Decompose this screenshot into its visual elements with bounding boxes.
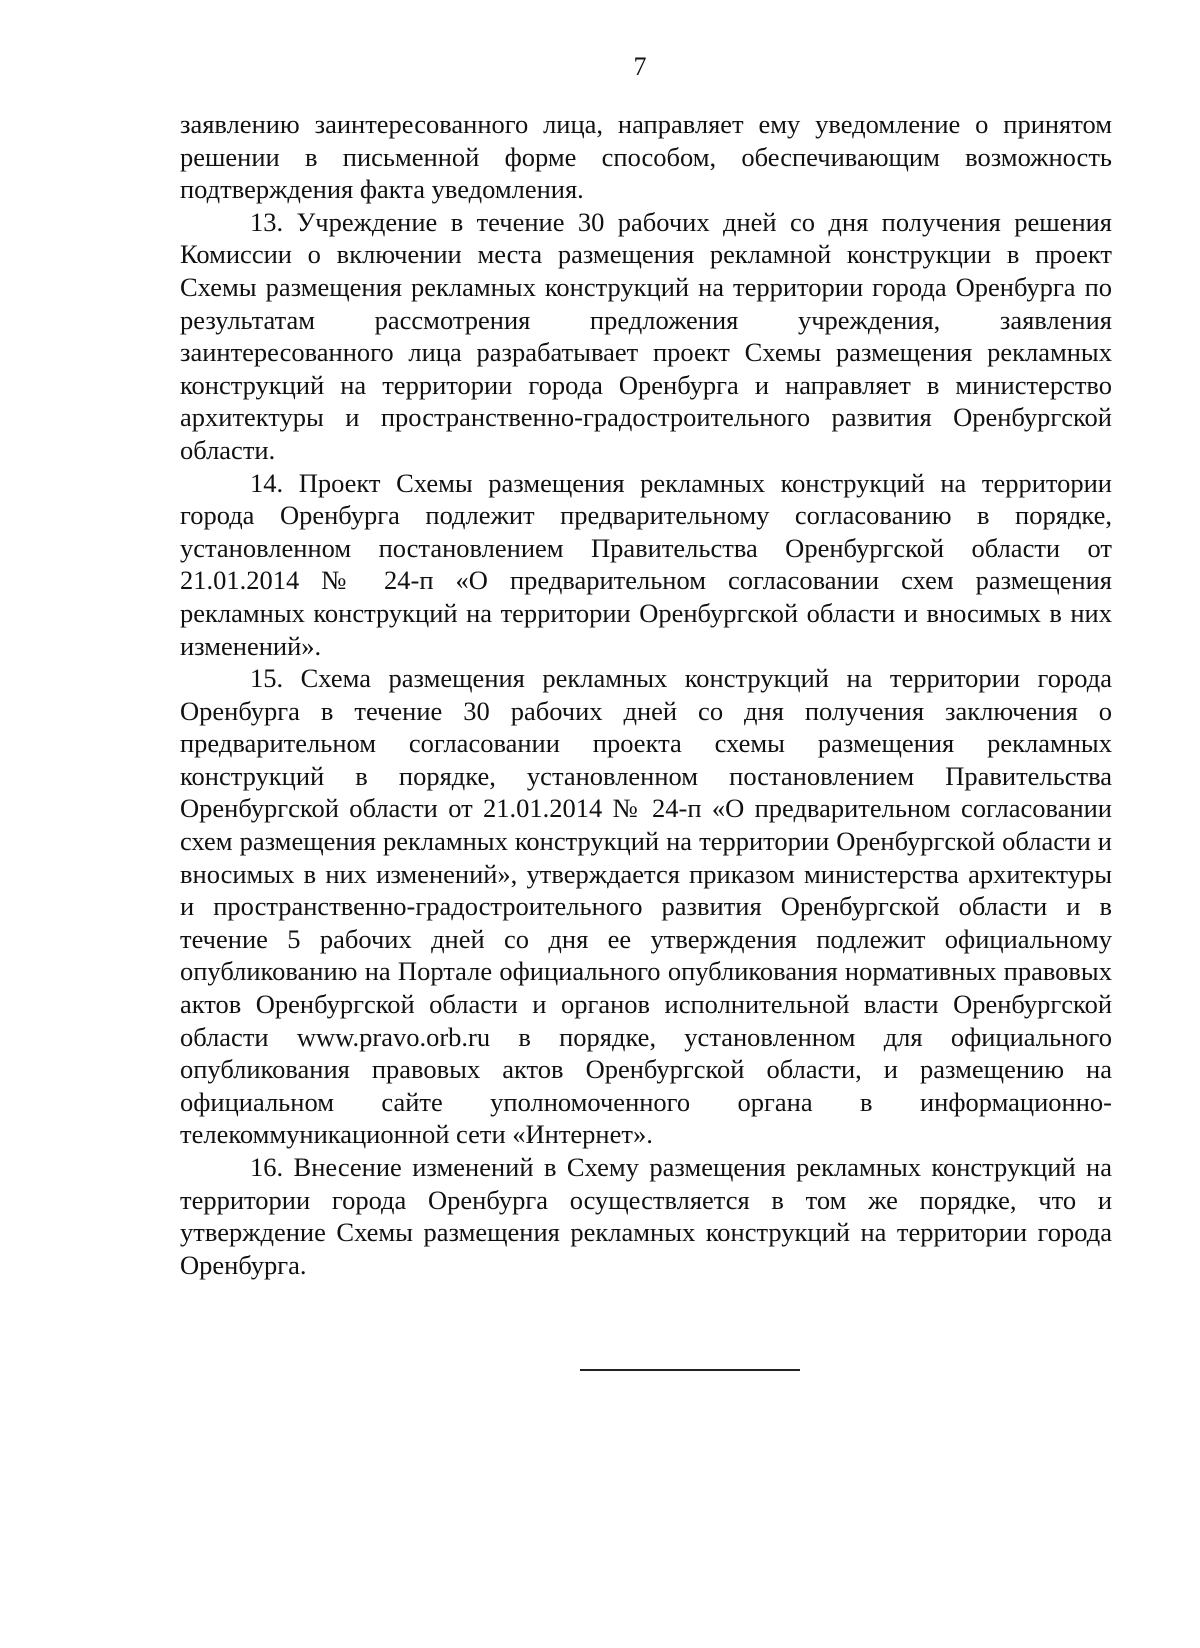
paragraph-item-14: 14. Проект Схемы размещения рекламных конструкций на территории города Оренбурга подлежит предварительному согласованию в порядке, установленном постановлением Правительства Оренбургской области от 21.01.2014 № 24-п «О предварительном согласовании схем размещения рекламных конструкций на территории Оренбургской области и вносимых в них изменений». — [180, 467, 1112, 661]
paragraph-item-16: 16. Внесение изменений в Схему размещения рекламных конструкций на территории города Оренбурга осуществляется в том же порядке, что и утверждение Схемы размещения рекламных конструкций на территории города Оренбурга. — [180, 1152, 1112, 1280]
page-number: 7 — [633, 52, 647, 81]
paragraph-item-13: 13. Учреждение в течение 30 рабочих дней со дня получения решения Комиссии о включении места размещения рекламной конструкции в проект Схемы размещения рекламных конструкций на территории города Оренбурга по результатам рассмотрения предложения учреждения, заявления заинтересованного лица разрабатывает проект Схемы размещения рекламных конструкций на территории города Оренбурга и направляет в министерство архитектуры и пространственно-градостроительного развития Оренбургской области. — [180, 206, 1112, 465]
paragraph-item-15: 15. Схема размещения рекламных конструкций на территории города Оренбурга в течение 30 рабочих дней со дня получения заключения о предварительном согласовании проекта схемы размещения рекламных конструкций в порядке, установленном постановлением Правительства Оренбургской области от 21.01.2014 № 24-п «О предварительном согласовании схем размещения рекламных конструкций на территории Оренбургской области и вносимых в них изменений», утверждается приказом министерства архитектуры и пространственно-градостроительного развития Оренбургской области и в течение 5 рабочих дней со дня ее утверждения подлежит официальному опубликованию на Портале официального опубликования нормативных правовых актов Оренбургской области и органов исполнительной власти Оренбургской области www.pravo.orb.ru в порядке, установленном для официального опубликования правовых актов Оренбургской области, и размещению на официальном сайте уполномоченного органа в информационно-телекоммуникационной сети «Интернет». — [180, 663, 1112, 1150]
paragraph-continuation: заявлению заинтересованного лица, направляет ему уведомление о принятом решении в письменной форме способом, обеспечивающим возможность подтверждения факта уведомления. — [180, 109, 1112, 205]
end-of-document-rule — [580, 1369, 800, 1371]
document-body — [180, 108, 1112, 1281]
